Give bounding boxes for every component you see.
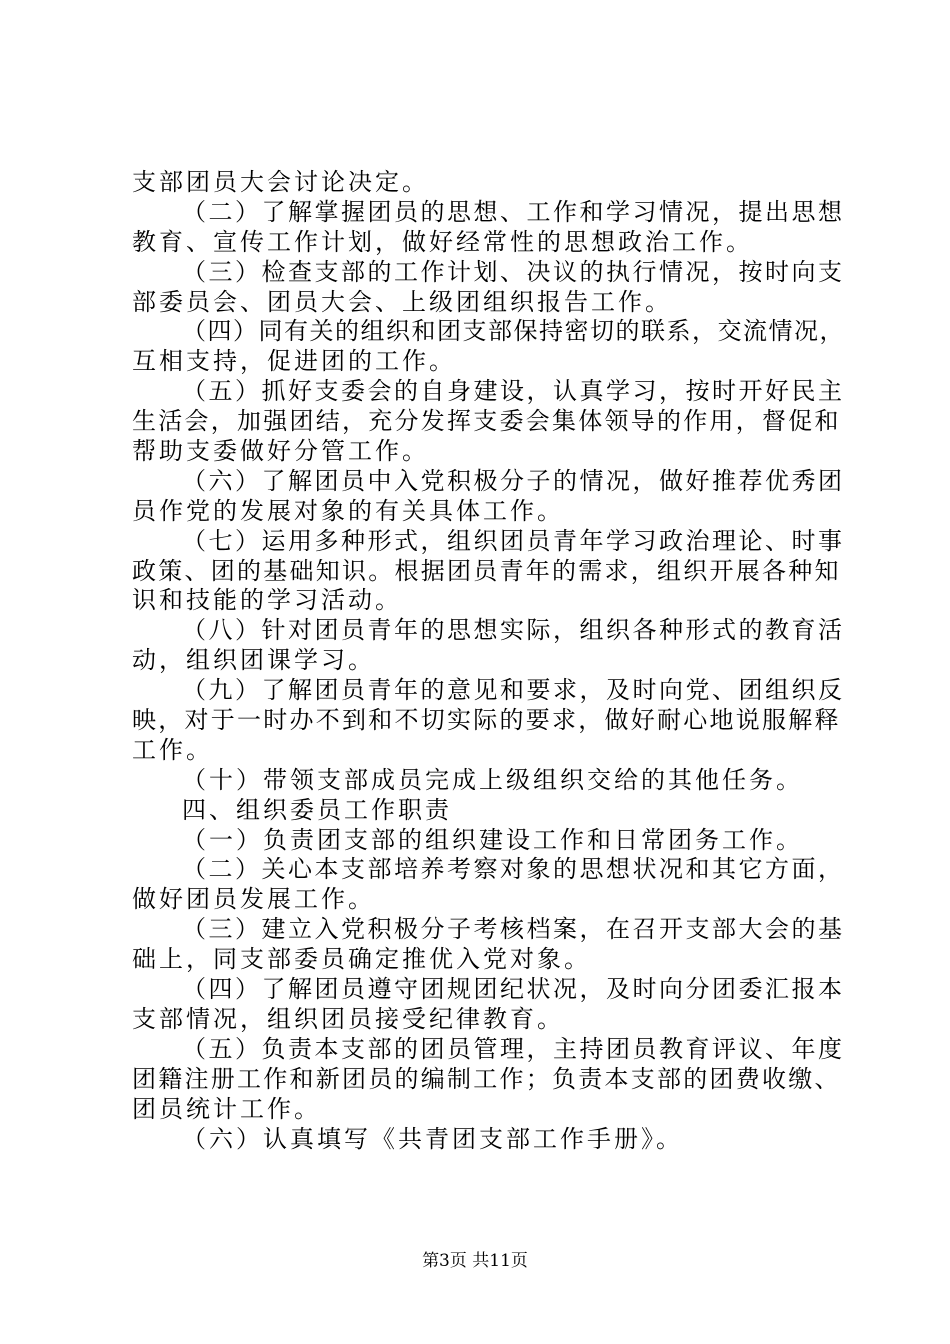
text-line: 做好团员发展工作。 <box>132 885 375 914</box>
page-footer: 第3页 共11页 <box>422 1251 528 1271</box>
text-line: （四）同有关的组织和团支部保持密切的联系，交流情况， <box>182 317 845 346</box>
text-line: 团员统计工作。 <box>132 1094 321 1123</box>
text-line: 部委员会、团员大会、上级团组织报告工作。 <box>132 287 672 316</box>
text-line: 支部情况，组织团员接受纪律教育。 <box>132 1004 564 1033</box>
text-line: （二）了解掌握团员的思想、工作和学习情况，提出思想 <box>182 197 845 226</box>
text-line: 四、组织委员工作职责 <box>182 795 452 824</box>
text-line: 支部团员大会讨论决定。 <box>132 168 429 196</box>
text-line: 员作党的发展对象的有关具体工作。 <box>132 496 564 525</box>
text-line: 映，对于一时办不到和不切实际的要求，做好耐心地说服解释 <box>132 706 841 735</box>
text-line: （九）了解团员青年的意见和要求，及时向党、团组织反 <box>182 676 845 705</box>
text-line: 动，组织团课学习。 <box>132 646 375 675</box>
text-line: （五）负责本支部的团员管理，主持团员教育评议、年度 <box>182 1034 845 1063</box>
text-line: （六）认真填写《共青团支部工作手册》。 <box>182 1124 683 1153</box>
text-line: （四）了解团员遵守团规团纪状况，及时向分团委汇报本 <box>182 975 845 1004</box>
text-line: （七）运用多种形式，组织团员青年学习政治理论、时事 <box>182 526 845 555</box>
text-line: （五）抓好支委会的自身建设，认真学习，按时开好民主 <box>182 377 845 406</box>
text-line: 政策、团的基础知识。根据团员青年的需求，组织开展各种知 <box>132 556 841 585</box>
text-line: 互相支持，促进团的工作。 <box>132 347 456 376</box>
text-line: （六）了解团员中入党积极分子的情况，做好推荐优秀团 <box>182 466 845 495</box>
text-line: 教育、宣传工作计划，做好经常性的思想政治工作。 <box>132 227 753 256</box>
text-line: （八）针对团员青年的思想实际，组织各种形式的教育活 <box>182 616 845 645</box>
document-body <box>132 168 844 1154</box>
text-line: （二）关心本支部培养考察对象的思想状况和其它方面， <box>182 855 845 884</box>
text-line: （十）带领支部成员完成上级组织交给的其他任务。 <box>182 765 803 794</box>
text-line: 识和技能的学习活动。 <box>132 586 402 615</box>
text-line: 团籍注册工作和新团员的编制工作；负责本支部的团费收缴、 <box>132 1064 841 1093</box>
text-line: 生活会，加强团结，充分发挥支委会集体领导的作用，督促和 <box>132 407 841 436</box>
text-line: 础上，同支部委员确定推优入党对象。 <box>132 945 591 974</box>
text-line: 工作。 <box>132 735 213 764</box>
text-line: （三）建立入党积极分子考核档案，在召开支部大会的基 <box>182 915 845 944</box>
text-line: （三）检查支部的工作计划、决议的执行情况，按时向支 <box>182 257 845 286</box>
text-line: 帮助支委做好分管工作。 <box>132 437 429 466</box>
text-line: （一）负责团支部的组织建设工作和日常团务工作。 <box>182 825 803 854</box>
